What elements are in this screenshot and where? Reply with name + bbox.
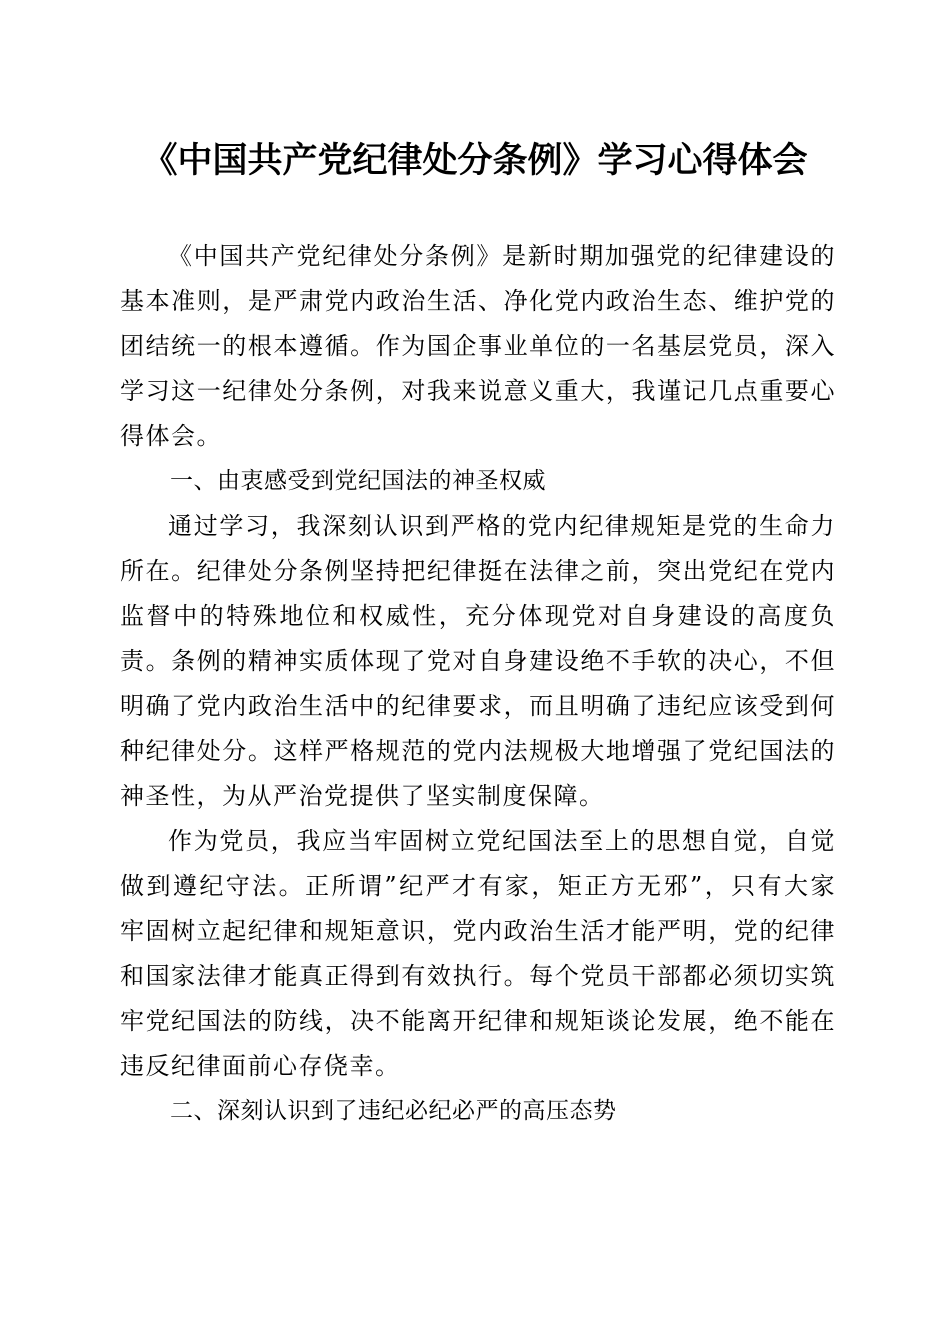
section-heading-1: 一、由衷感受到党纪国法的神圣权威 xyxy=(170,468,546,494)
intro-paragraph: 《中国共产党纪律处分条例》是新时期加强党的纪律建设的基本准则，是严肃党内政治生活、净化党内政治生态、维护党的团结统一的根本遵循。作为国企事业单位的一名基层党员，深入学习这一纪律处分条例，对我来说意义重大，我谨记几点重要心得体会。 xyxy=(120,242,836,450)
document-body xyxy=(120,234,836,1134)
section-1-paragraph-1: 通过学习，我深刻认识到严格的党内纪律规矩是党的生命力所在。纪律处分条例坚持把纪律挺在法律之前，突出党纪在党内监督中的特殊地位和权威性，充分体现党对自身建设的高度负责。条例的精神实质体现了党对自身建设绝不手软的决心，不但明确了党内政治生活中的纪律要求，而且明确了违纪应该受到何种纪律处分。这样严格规范的党内法规极大地增强了党纪国法的神圣性，为从严治党提供了坚实制度保障。 xyxy=(120,512,836,810)
document-title: 《中国共产党纪律处分条例》学习心得体会 xyxy=(142,140,808,181)
section-heading-2: 二、深刻认识到了违纪必纪必严的高压态势 xyxy=(170,1098,617,1124)
section-1-paragraph-2: 作为党员，我应当牢固树立党纪国法至上的思想自觉，自觉做到遵纪守法。正所谓”纪严才有家，矩正方无邪”，只有大家牢固树立起纪律和规矩意识，党内政治生活才能严明，党的纪律和国家法律才能真正得到有效执行。每个党员干部都必须切实筑牢党纪国法的防线，决不能离开纪律和规矩谈论发展，绝不能在违反纪律面前心存侥幸。 xyxy=(120,827,836,1080)
